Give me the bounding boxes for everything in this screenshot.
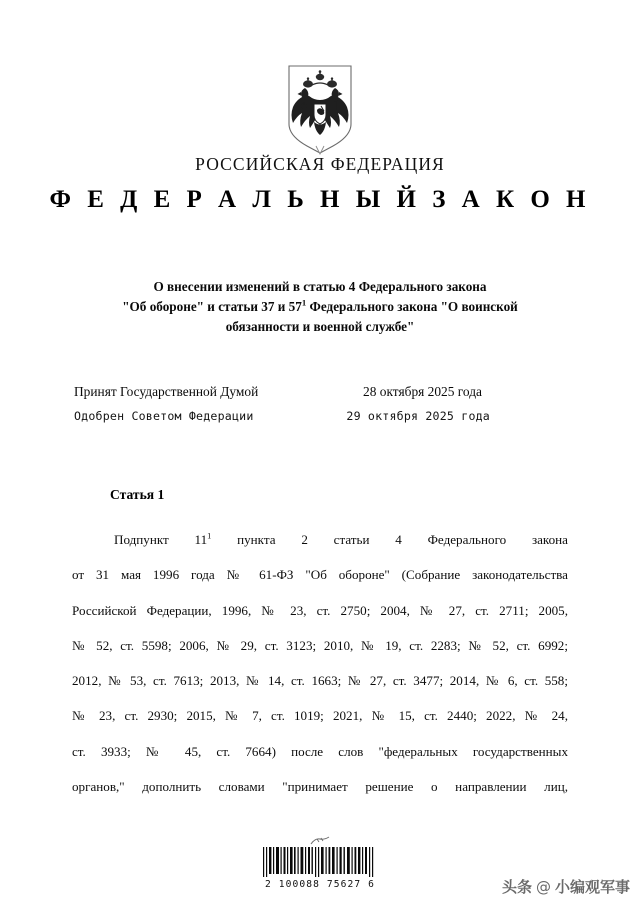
council-label: Одобрен Советом Федерации xyxy=(74,409,254,423)
duma-label: Принят Государственной Думой xyxy=(74,384,259,399)
emblem-container xyxy=(0,62,640,158)
body-line-4: № 52, ст. 5598; 2006, № 29, ст. 3123; 2010, № 19, ст. 2283; № 52, ст. 6992; xyxy=(72,637,568,653)
article-heading: Статья 1 xyxy=(110,487,165,502)
council-date: 29 октября 2025 года xyxy=(346,409,490,423)
body-line-3: Российской Федерации, 1996, № 23, ст. 2750; 2004, № 27, ст. 2711; 2005, xyxy=(72,602,568,618)
subtitle-line-2-part-b: Федерального закона "О воинской xyxy=(306,299,518,314)
watermark-handle: 小编观军事 xyxy=(554,878,630,896)
russian-coat-of-arms-icon xyxy=(283,62,357,158)
country-heading: РОССИЙСКАЯ ФЕДЕРАЦИЯ xyxy=(195,154,445,174)
body-line-7: ст. 3933; № 45, ст. 7664) после слов "федеральных государственных xyxy=(72,743,568,759)
body-line-6: № 23, ст. 2930; 2015, № 7, ст. 1019; 2021, № 15, ст. 2440; 2022, № 24, xyxy=(72,708,568,724)
duma-date: 28 октября 2025 года xyxy=(363,384,482,399)
body-line-5: 2012, № 53, ст. 7613; 2013, № 14, ст. 1663; № 27, ст. 3477; 2014, № 6, ст. 558; xyxy=(72,673,568,689)
body-line-1-part-a: Подпункт 11 xyxy=(114,532,208,547)
adoption-row-council xyxy=(74,409,552,423)
subtitle-line-1: О внесении изменений в статью 4 Федерального закона xyxy=(153,279,487,294)
body-line-1-part-b: пункта 2 статьи 4 Федерального закона xyxy=(211,532,568,547)
ean13-barcode xyxy=(261,847,379,877)
watermark-brand: 头条 xyxy=(501,878,532,896)
subtitle-superscript: 1 xyxy=(301,297,307,308)
watermark-at-symbol: @ xyxy=(535,877,551,896)
body-line-2: от 31 мая 1996 года № 61-ФЗ "Об обороне" (Собрание законодательства xyxy=(72,567,568,583)
law-subtitle xyxy=(78,277,562,337)
subtitle-line-3: обязанности и военной службе" xyxy=(225,319,415,334)
body-superscript: 1 xyxy=(207,531,212,541)
watermark xyxy=(502,876,630,897)
document-type-heading: Ф Е Д Е Р А Л Ь Н Ы Й З А К О Н xyxy=(49,186,591,213)
body-line-1 xyxy=(72,522,568,557)
subtitle-line-2-part-a: "Об обороне" и статьи 37 и 57 xyxy=(122,299,302,314)
article-body xyxy=(72,522,568,804)
body-line-8: органов," дополнить словами "принимает решение о направлении лиц, xyxy=(72,779,568,795)
barcode-digits: 2 100088 75627 6 xyxy=(264,879,375,890)
barcode-top-mark-icon xyxy=(309,836,331,846)
adoption-row-duma xyxy=(74,384,552,400)
